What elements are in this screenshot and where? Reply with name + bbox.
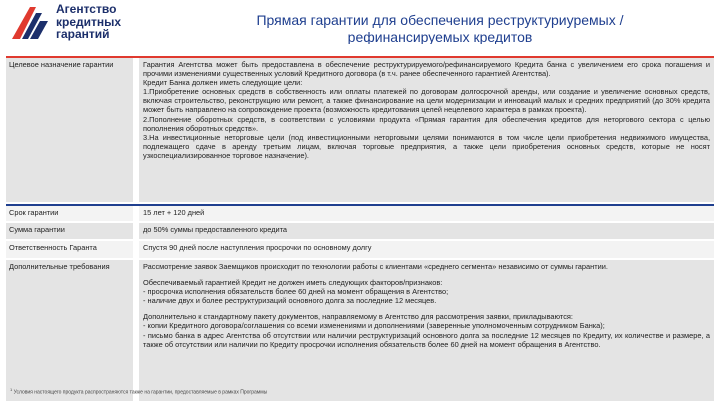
row-content: до 50% суммы предоставленного кредита — [139, 223, 714, 239]
row-label: Срок гарантии — [6, 206, 139, 221]
title-line-1: Прямая гарантии для обеспечения реструктуриуремых / — [256, 12, 624, 28]
additional-paragraph: Дополнительно к стандартному пакету документов, направляемому в Агентство для рассмотрения заявки, прикладываются: — [143, 312, 573, 322]
row-label: Целевое назначение гарантии — [6, 58, 139, 202]
agency-logo — [10, 3, 160, 43]
logo-line-2: кредитных — [56, 14, 122, 29]
row-label: Сумма гарантии — [6, 223, 139, 239]
purpose-paragraph: 1.Приобретение основных средств в собственность или оплаты платежей по договорам долгосрочной аренды, или создание и увеличение основных средств, включая строительство, реконструкцию или ремонт, а также финансирование на цели модернизации и инноваций малых и средних предприятий (до 30% кредита может быть направлено на сопровождение проекта (возможность кредитования целей нецелевого характера в рамках проекта). — [143, 87, 710, 115]
additional-paragraph: Обеспечиваемый гарантией Кредит не должен иметь следующих факторов/признаков: — [143, 278, 443, 288]
footnote-text: Условия настоящего продукта распространяются также на гарантии, предоставляемые в рамках Программы — [13, 389, 268, 396]
footnote — [10, 387, 267, 396]
row-additional — [6, 260, 714, 401]
row-content: Спустя 90 дней после наступления просрочки по основному долгу — [139, 241, 714, 258]
page-title — [170, 12, 710, 44]
additional-paragraph: - просрочка исполнения обязательств более 60 дней на момент обращения в Агентство; — [143, 287, 449, 297]
row-amount — [6, 223, 714, 239]
title-line-2: рефинансируемых кредитов — [347, 29, 533, 44]
row-content — [139, 58, 714, 202]
purpose-paragraph: Кредит Банка должен иметь следующие цели: — [143, 78, 303, 88]
additional-paragraph: - копии Кредитного договора/соглашения со всеми изменениями и дополнениями (заверенные уполномоченным сотрудником Банка); — [143, 321, 605, 331]
row-term — [6, 204, 714, 221]
logo-line-3: гарантий — [56, 27, 110, 41]
footnote-mark: 1 — [10, 387, 13, 392]
purpose-paragraph: 2.Пополнение оборотных средств, в соответствии с условиями продукта «Прямая гарантия для обеспечения кредитов для неторгового сектора с целью пополнения оборотных средств». — [143, 114, 710, 133]
row-content: 15 лет + 120 дней — [139, 206, 714, 221]
purpose-paragraph: 3.На инвестиционные неторговые цели (под инвестиционными неторговыми целями понимаются в том числе цели приобретения недвижимого имущества, подлежащего сдаче в аренду третьим лицам, включая торговые предприятия, а также цели приобретения основных средств, которые не носят узкоспециализированное торговое назначение). — [143, 132, 710, 160]
row-label: Ответственность Гаранта — [6, 241, 139, 258]
row-content — [139, 260, 714, 401]
logo-mark-icon — [10, 5, 50, 41]
additional-paragraph: - письмо банка в адрес Агентства об отсутствии или наличии реструктуризаций основного долга за последние 12 месяцев по Кредиту, их количестве и размере, а также об отсутствии или наличии по Кредиту просрочки исполнения обязательств более 60 дней на момент обращения в Агентство. — [143, 330, 710, 349]
row-label: Дополнительные требования — [6, 260, 139, 401]
row-liability — [6, 241, 714, 258]
purpose-paragraph: Гарантия Агентства может быть предоставлена в обеспечение реструктурируемого/рефинансируемого Кредита банка с увеличением его срока погашения и прочими изменениями существенных условий Кредитного договора (в т.ч. ранее обеспеченного гарантией Агентства). — [143, 60, 710, 79]
logo-line-1: Агентство — [56, 2, 117, 16]
additional-paragraph: Рассмотрение заявок Заемщиков происходит по технологии работы с клиентами «среднего сегмента» независимо от суммы гарантии. — [143, 262, 608, 271]
logo-text — [56, 3, 121, 41]
row-purpose — [6, 56, 714, 202]
additional-paragraph: - наличие двух и более реструктуризаций основного долга за последние 12 месяцев. — [143, 296, 437, 306]
